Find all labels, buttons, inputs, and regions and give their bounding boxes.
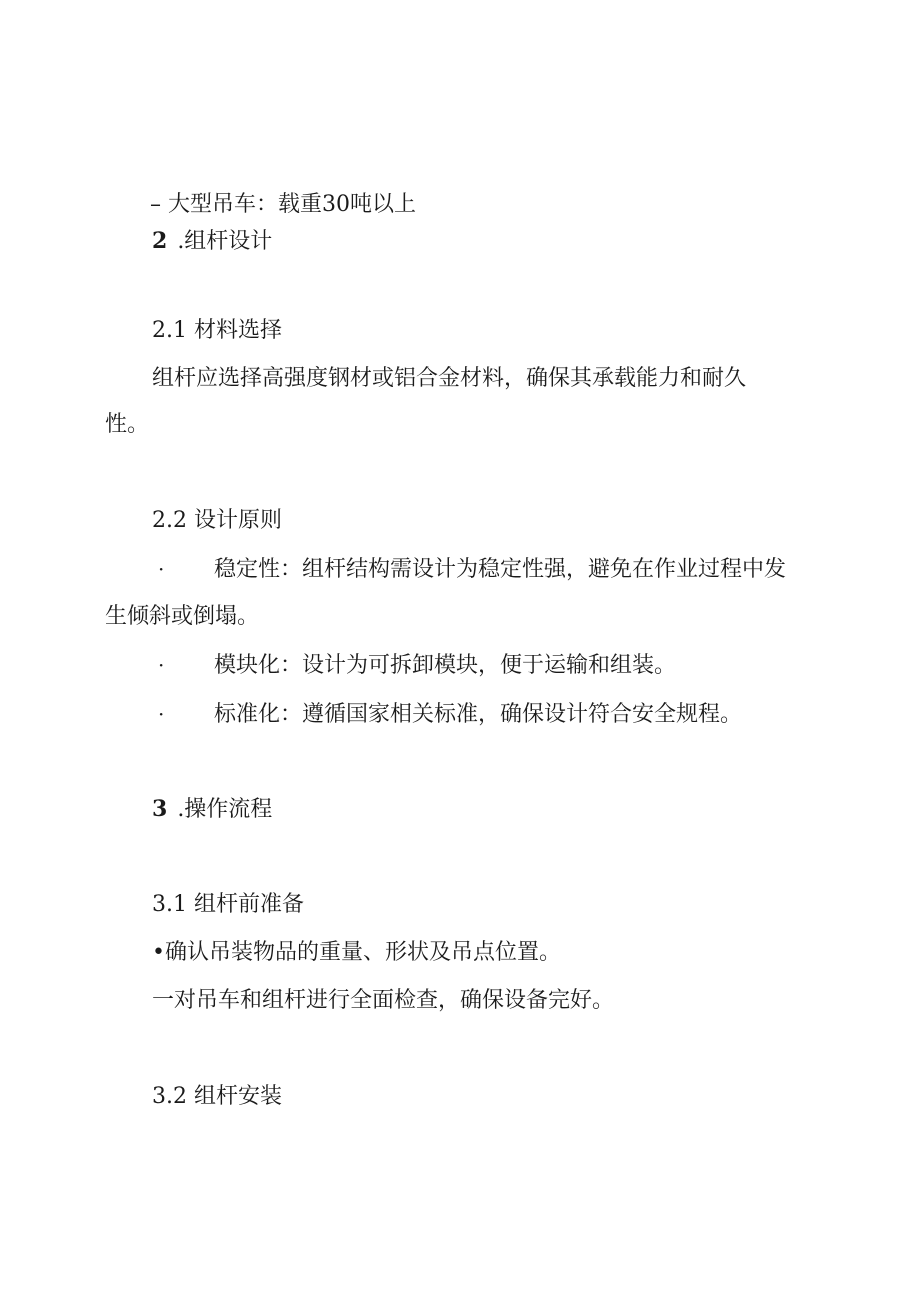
list-item-large-crane [150, 190, 416, 220]
checklist-item-confirm: •确认吊装物品的重量、形状及吊点位置。 [152, 940, 561, 965]
bullet-text: 模块化：设计为可拆卸模块，便于运输和组装。 [214, 653, 677, 678]
section-heading-2 [152, 226, 272, 257]
subsection-heading-3-2: 3.2 组杆安装 [152, 1084, 282, 1109]
section-title: .组杆设计 [177, 229, 273, 254]
subsection-heading-2-1: 2.1 材料选择 [152, 318, 282, 343]
list-item-text: – 大型吊车：载重30吨以上 [150, 192, 416, 217]
bullet-continuation: 生倾斜或倒塌。 [105, 604, 260, 629]
bullet-item-standard [158, 699, 742, 730]
section-number: 2 [152, 228, 168, 254]
paragraph-line: 组杆应选择高强度钢材或铝合金材料，确保其承载能力和耐久 [152, 366, 747, 391]
section-number: 3 [152, 796, 168, 822]
bullet-marker: · [158, 653, 165, 677]
bullet-text: 稳定性：组杆结构需设计为稳定性强，避免在作业过程中发 [214, 557, 787, 582]
bullet-marker: · [158, 702, 165, 726]
bullet-item-modular [158, 650, 676, 681]
subsection-heading-2-2: 2.2 设计原则 [152, 508, 282, 533]
section-heading-3 [152, 794, 272, 825]
bullet-marker: · [158, 557, 165, 581]
paragraph-line: 性。 [105, 412, 150, 437]
checklist-item-inspect: 一对吊车和组杆进行全面检查，确保设备完好。 [152, 988, 615, 1013]
bullet-text: 标准化：遵循国家相关标准，确保设计符合安全规程。 [214, 702, 743, 727]
subsection-heading-3-1: 3.1 组杆前准备 [152, 892, 304, 917]
bullet-item-stability [158, 554, 786, 585]
section-title: .操作流程 [177, 797, 273, 822]
